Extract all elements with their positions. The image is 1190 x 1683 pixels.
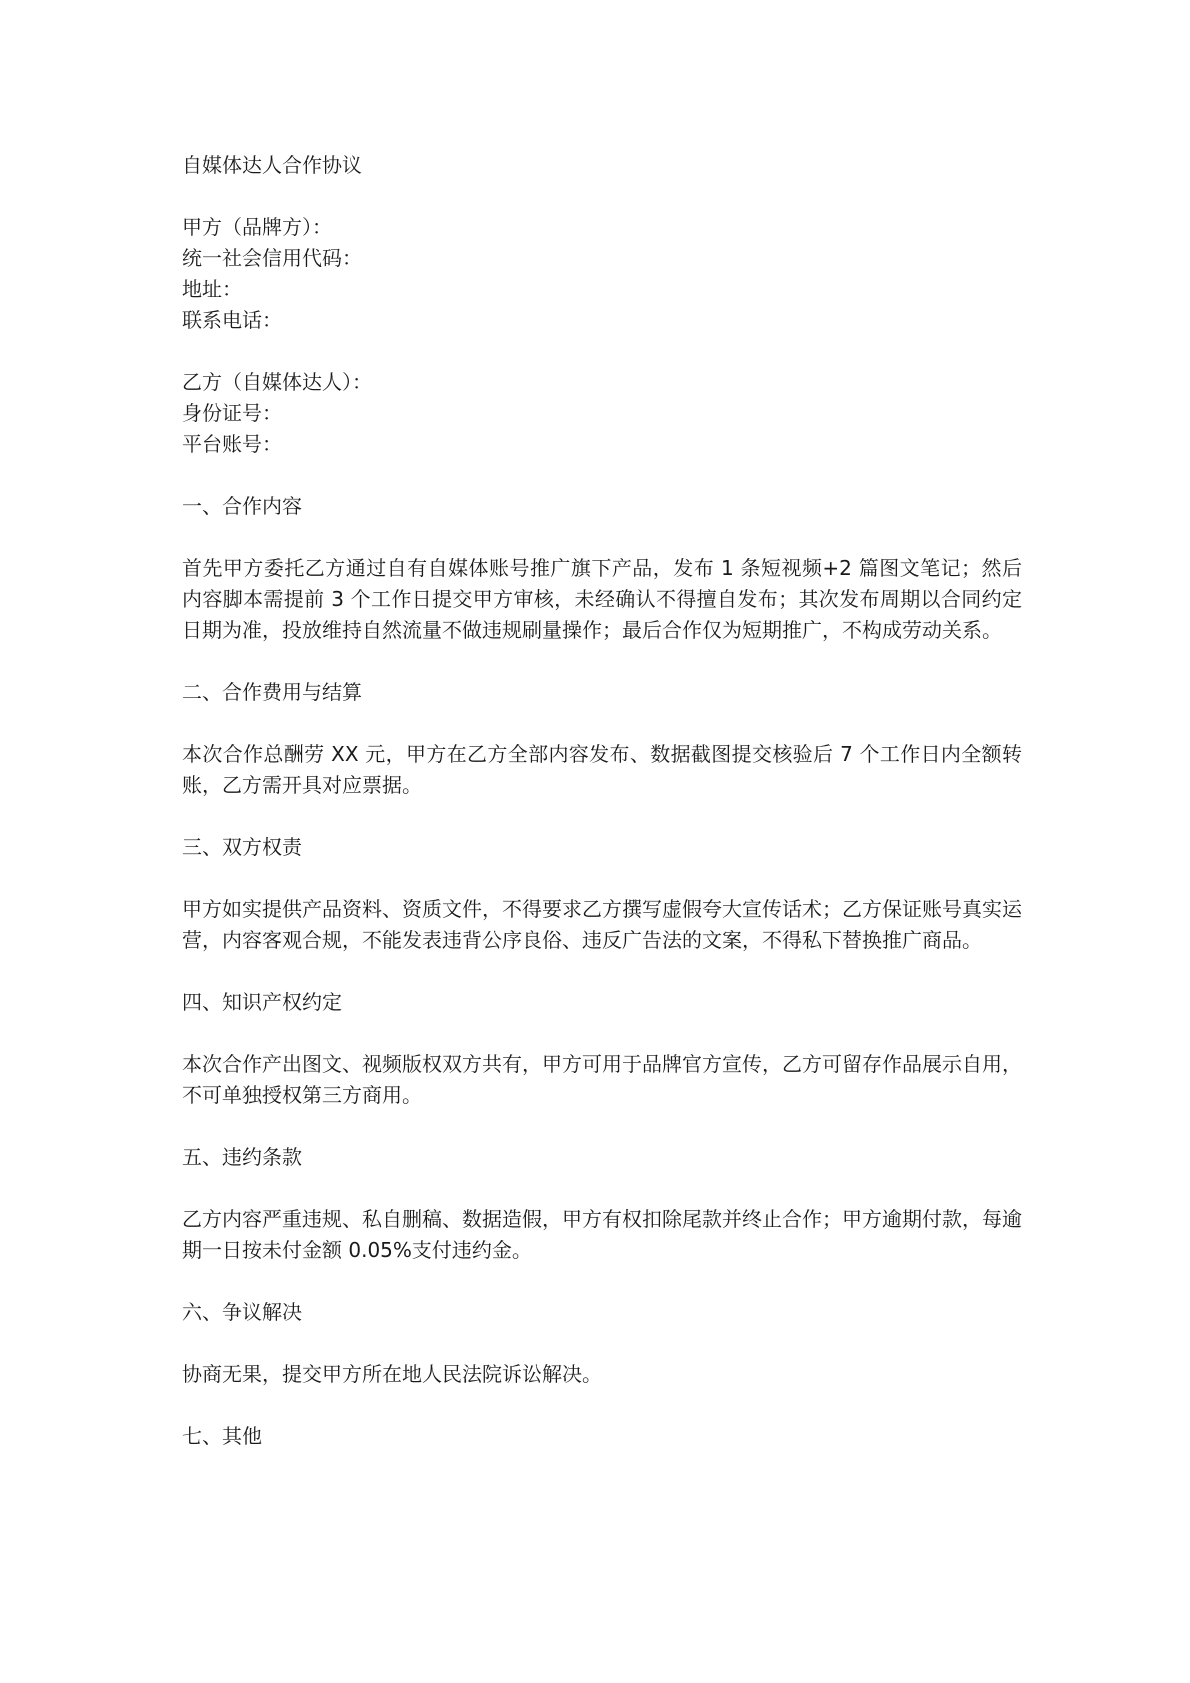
spacer [182, 1173, 1022, 1204]
spacer [182, 1111, 1022, 1142]
spacer [182, 336, 1022, 367]
spacer [182, 1018, 1022, 1049]
spacer [182, 460, 1022, 491]
section-heading-rights-duties: 三、双方权责 [182, 835, 302, 859]
spacer [182, 1266, 1022, 1297]
section-heading-other: 七、其他 [182, 1424, 262, 1448]
spacer [182, 708, 1022, 739]
party-a-address: 地址： [182, 277, 242, 301]
section-heading-dispute-resolution: 六、争议解决 [182, 1300, 302, 1324]
section-heading-intellectual-property: 四、知识产权约定 [182, 990, 342, 1014]
spacer [182, 522, 1022, 553]
party-b-id-number: 身份证号： [182, 401, 282, 425]
document-title: 自媒体达人合作协议 [182, 153, 362, 177]
spacer [182, 1390, 1022, 1421]
party-a-phone: 联系电话： [182, 308, 282, 332]
section-body-rights-duties: 甲方如实提供产品资料、资质文件，不得要求乙方撰写虚假夸大宣传话术；乙方保证账号真实运营，内容客观合规，不能发表违背公序良俗、违反广告法的文案，不得私下替换推广商品。 [182, 897, 1022, 952]
section-body-cooperation-content: 首先甲方委托乙方通过自有自媒体账号推广旗下产品，发布 1 条短视频+2 篇图文笔记；然后内容脚本需提前 3 个工作日提交甲方审核，未经确认不得擅自发布；其次发布周期以合同约定日期为准，投放维持自然流量不做违规刷量操作；最后合作仅为短期推广，不构成劳动关系。 [182, 556, 1022, 642]
party-b-platform-account: 平台账号： [182, 432, 282, 456]
section-body-dispute-resolution: 协商无果，提交甲方所在地人民法院诉讼解决。 [182, 1362, 602, 1386]
spacer [182, 863, 1022, 894]
party-b-label: 乙方（自媒体达人）： [182, 370, 372, 394]
spacer [182, 646, 1022, 677]
spacer [182, 956, 1022, 987]
document-content [182, 150, 1022, 1452]
section-heading-cooperation-content: 一、合作内容 [182, 494, 302, 518]
spacer [182, 1328, 1022, 1359]
party-a-credit-code: 统一社会信用代码： [182, 246, 362, 270]
section-body-breach-terms: 乙方内容严重违规、私自删稿、数据造假，甲方有权扣除尾款并终止合作；甲方逾期付款，每逾期一日按未付金额 0.05%支付违约金。 [182, 1207, 1022, 1262]
party-a-label: 甲方（品牌方）： [182, 215, 332, 239]
spacer [182, 801, 1022, 832]
spacer [182, 181, 1022, 212]
section-body-fees-settlement: 本次合作总酬劳 XX 元，甲方在乙方全部内容发布、数据截图提交核验后 7 个工作日内全额转账，乙方需开具对应票据。 [182, 742, 1022, 797]
section-body-intellectual-property: 本次合作产出图文、视频版权双方共有，甲方可用于品牌官方宣传，乙方可留存作品展示自用，不可单独授权第三方商用。 [182, 1052, 1022, 1107]
section-heading-breach-terms: 五、违约条款 [182, 1145, 302, 1169]
section-heading-fees-settlement: 二、合作费用与结算 [182, 680, 362, 704]
